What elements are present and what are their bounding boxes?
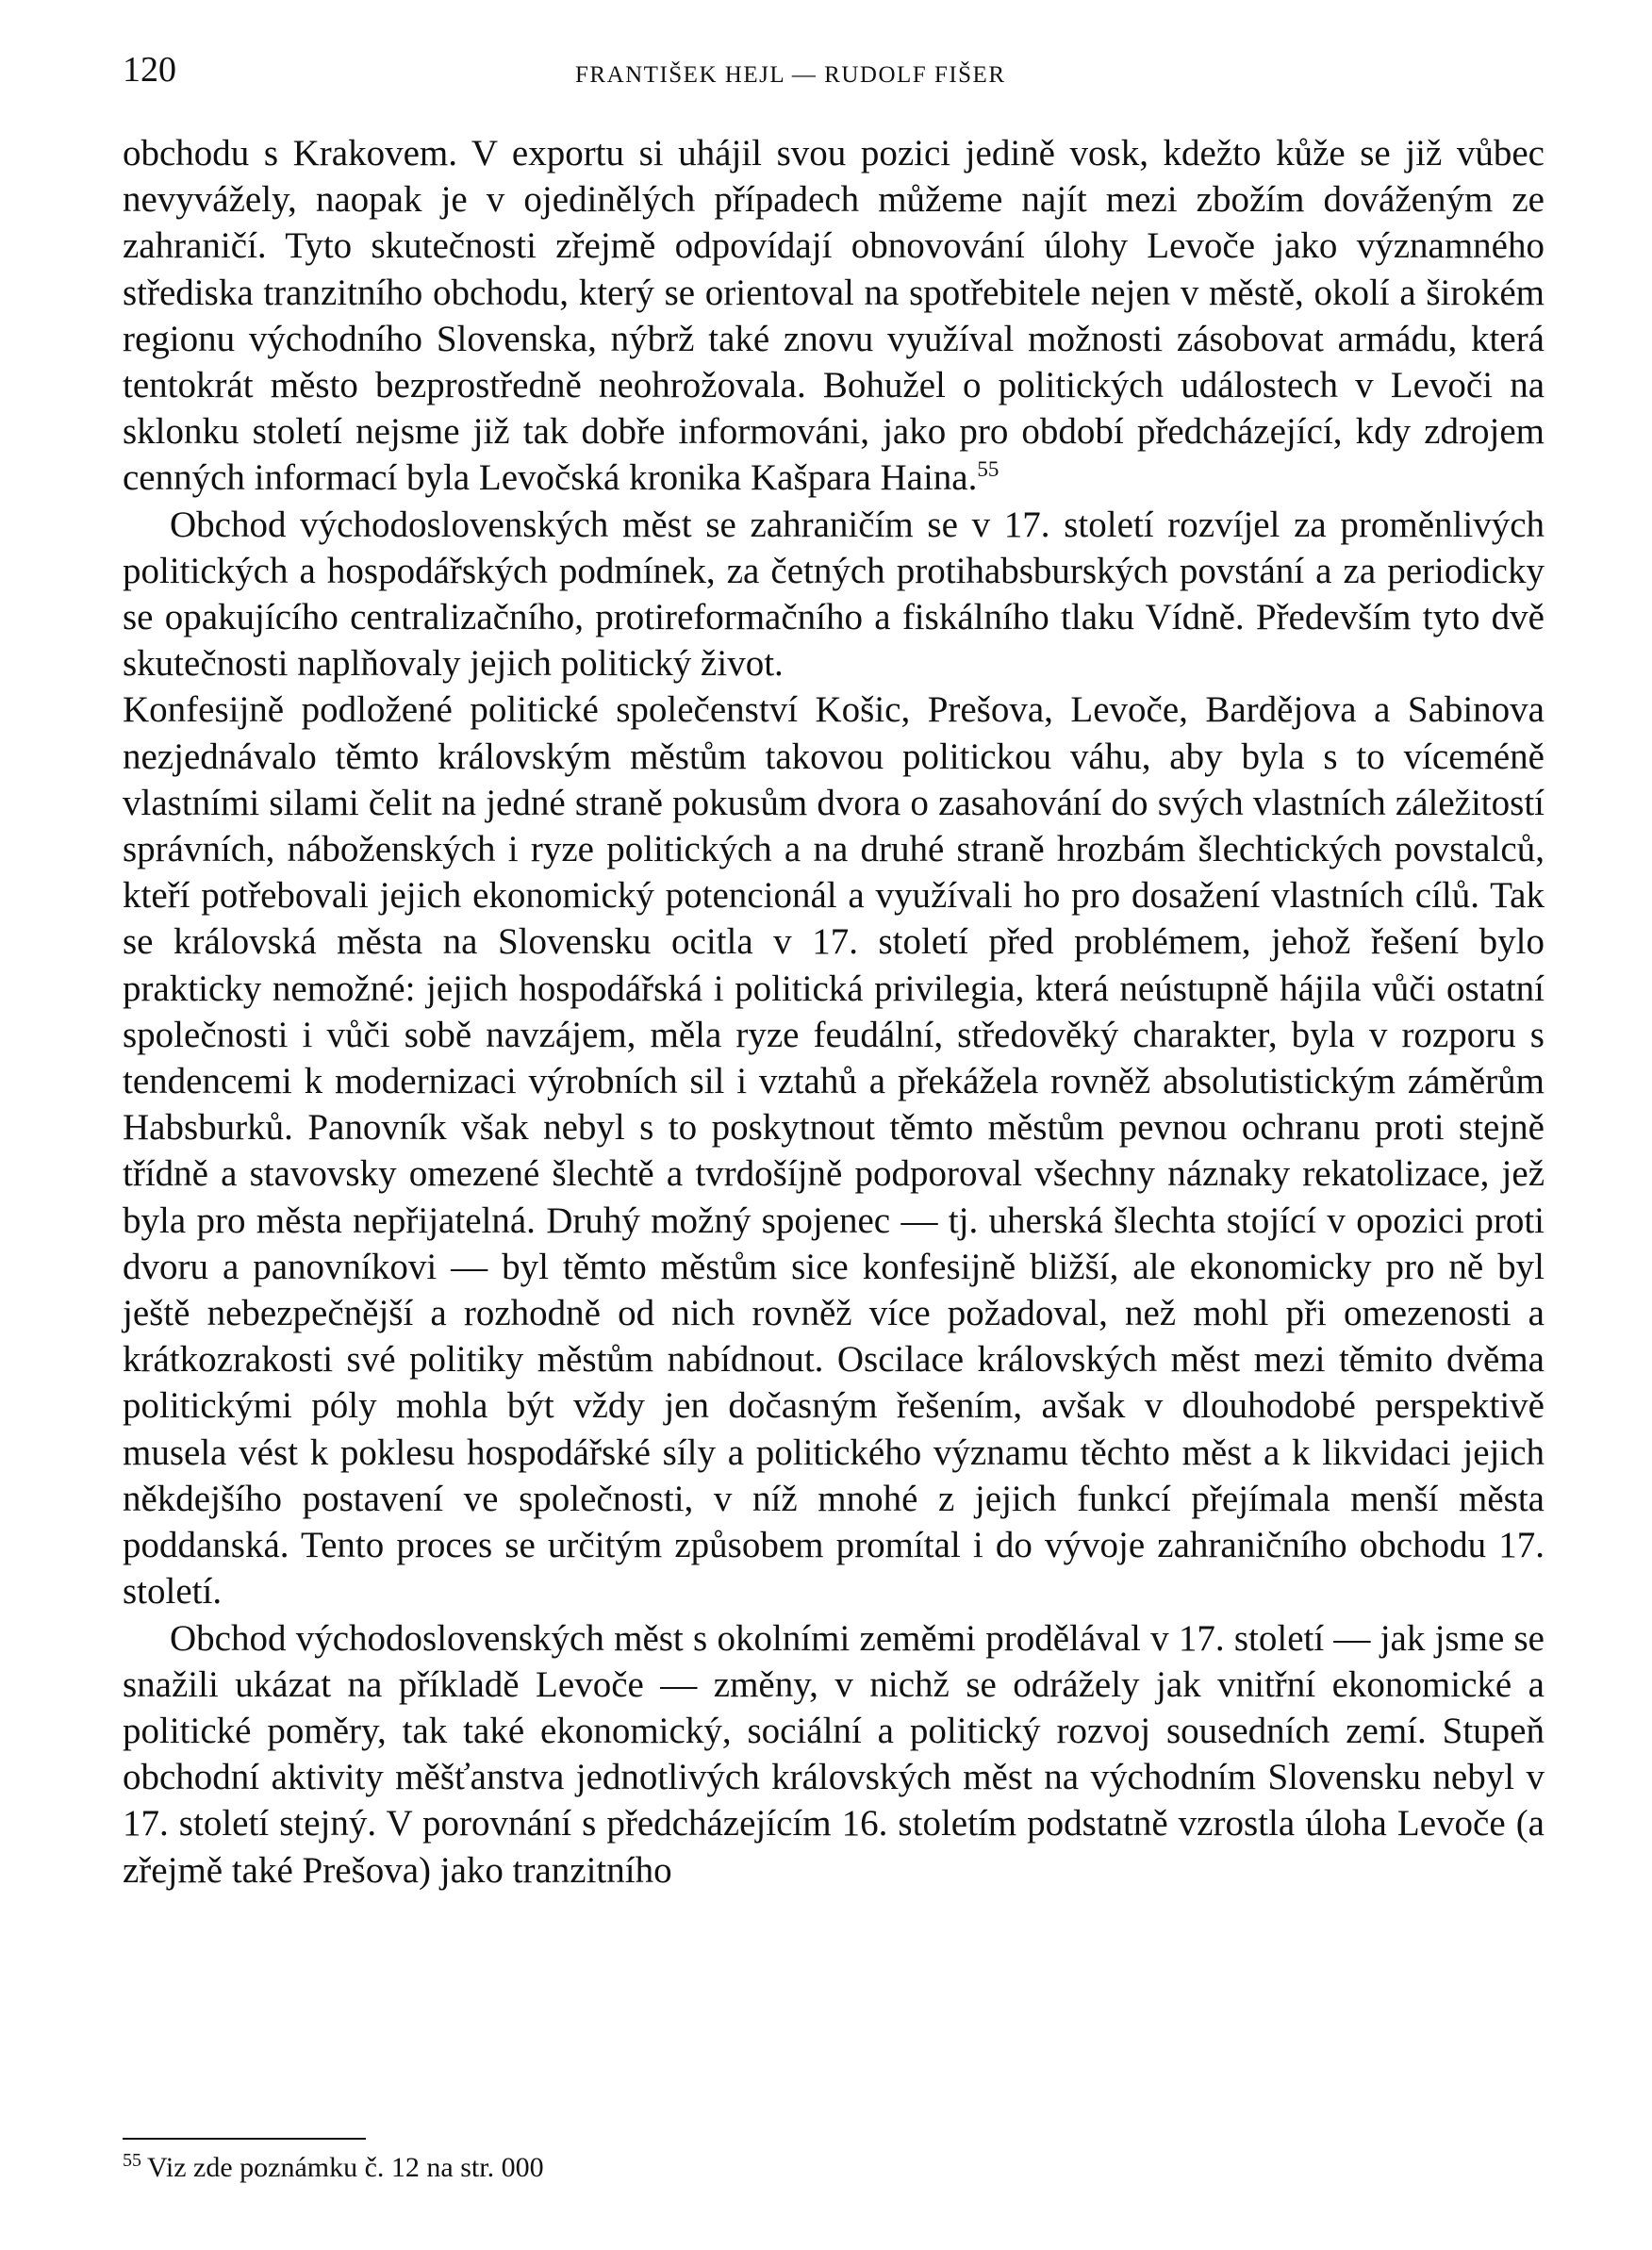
footnote-text: Viz zde poznámku č. 12 na str. 000 [147, 2152, 544, 2183]
paragraph-3: Konfesijně podložené politické společenství Košic, Prešova, Levoče, Bardějova a Sabinova nezjednávalo těmto královským městům takovou politickou váhu, aby byla s to víceméně vlastními silami čelit na jedné straně pokusům dvora o zasahování do svých vlastních záležitostí správních, náboženských i ryze politických a na druhé straně hrozbám šlechtických povstalců, kteří potřebovali jejich ekonomický potencionál a využívali ho pro dosažení vlastních cílů. Tak se královská města na Slovensku ocitla v 17. století před problémem, jehož řešení bylo prakticky nemožné: jejich hospodářská i politická privilegia, která neústupně hájila vůči ostatní společnosti i vůči sobě navzájem, měla ryze feudální, středověký charakter, byla v rozporu s tendencemi k modernizaci výrobních sil i vztahů a překážela rovněž absolutistickým záměrům Habsburků. Panovník však nebyl s to poskytnout těmto městům pevnou ochranu proti stejně třídně a stavovsky omezené šlechtě a tvrdošíjně podporoval všechny náznaky rekatolizace, jež byla pro města nepřijatelná. Druhý možný spojenec — tj. uherská šlechta stojící v opozici proti dvoru a panovníkovi — byl těmto městům sice konfesijně bližší, ale ekonomicky pro ně byl ještě nebezpečnější a rozhodně od nich rovněž více požadoval, než mohl při omezenosti a krátkozrakosti své politiky městům nabídnout. Oscilace královských měst mezi těmito dvěma politickými póly mohla být vždy jen dočasným řešením, avšak v dlouhodobé perspektivě musela vést k poklesu hospodářské síly a politického významu těchto měst a k likvidaci jejich někdejšího postavení ve společnosti, v níž mnohé z jejich funkcí přejímala menší města poddanská. Tento proces se určitým způsobem promítal i do vývoje zahraničního obchodu 17. století. [123, 689, 1545, 1613]
footnote [123, 2152, 544, 2184]
running-head: FRANTIŠEK HEJL — RUDOLF FIŠER [575, 62, 1006, 88]
body-text [123, 130, 1545, 1894]
paragraph-1-text: obchodu s Krakovem. V exportu si uhájil svou pozici jedině vosk, kdežto kůže se již vůbec nevyvážely, naopak je v ojedinělých případech můžeme najít mezi zbožím dováženým ze zahraničí. Tyto skutečnosti zřejmě odpovídají obnovování úlohy Levoče jako významného střediska tranzitního obchodu, který se orientoval na spotřebitele nejen v městě, okolí a širokém regionu východního Slovenska, nýbrž také znovu využíval možnosti zásobovat armádu, která tentokrát město bezprostředně neohrožovala. Bohužel o politických událostech v Levoči na sklonku století nejsme již tak dobře informováni, jako pro období předcházející, kdy zdrojem cenných informací byla Levočská kronika Kašpara Haina. [123, 133, 1545, 499]
footnote-number: 55 [123, 2150, 141, 2171]
page-header [123, 49, 1539, 96]
footnote-divider [123, 2138, 366, 2140]
paragraph-1 [123, 130, 1545, 502]
footnote-reference: 55 [977, 457, 999, 482]
paragraph-2: Obchod východoslovenských měst se zahraničím se v 17. století rozvíjel za proměnlivých politických a hospodářských podmínek, za četných protihabsburských povstání a za periodicky se opakujícího centralizačního, protireformačního a fiskálního tlaku Vídně. Především tyto dvě skutečnosti naplňovaly jejich politický život. [123, 504, 1545, 685]
page-number: 120 [123, 50, 176, 90]
paragraph-4: Obchod východoslovenských měst s okolními zeměmi prodělával v 17. století — jak jsme se snažili ukázat na příkladě Levoče — změny, v nichž se odrážely jak vnitřní ekonomické a politické poměry, tak také ekonomický, sociální a politický rozvoj sousedních zemí. Stupeň obchodní aktivity měšťanstva jednotlivých královských měst na východním Slovensku nebyl v 17. století stejný. V porovnání s předcházejícím 16. stoletím podstatně vzrostla úloha Levoče (a zřejmě také Prešova) jako tranzitního [123, 1617, 1545, 1891]
